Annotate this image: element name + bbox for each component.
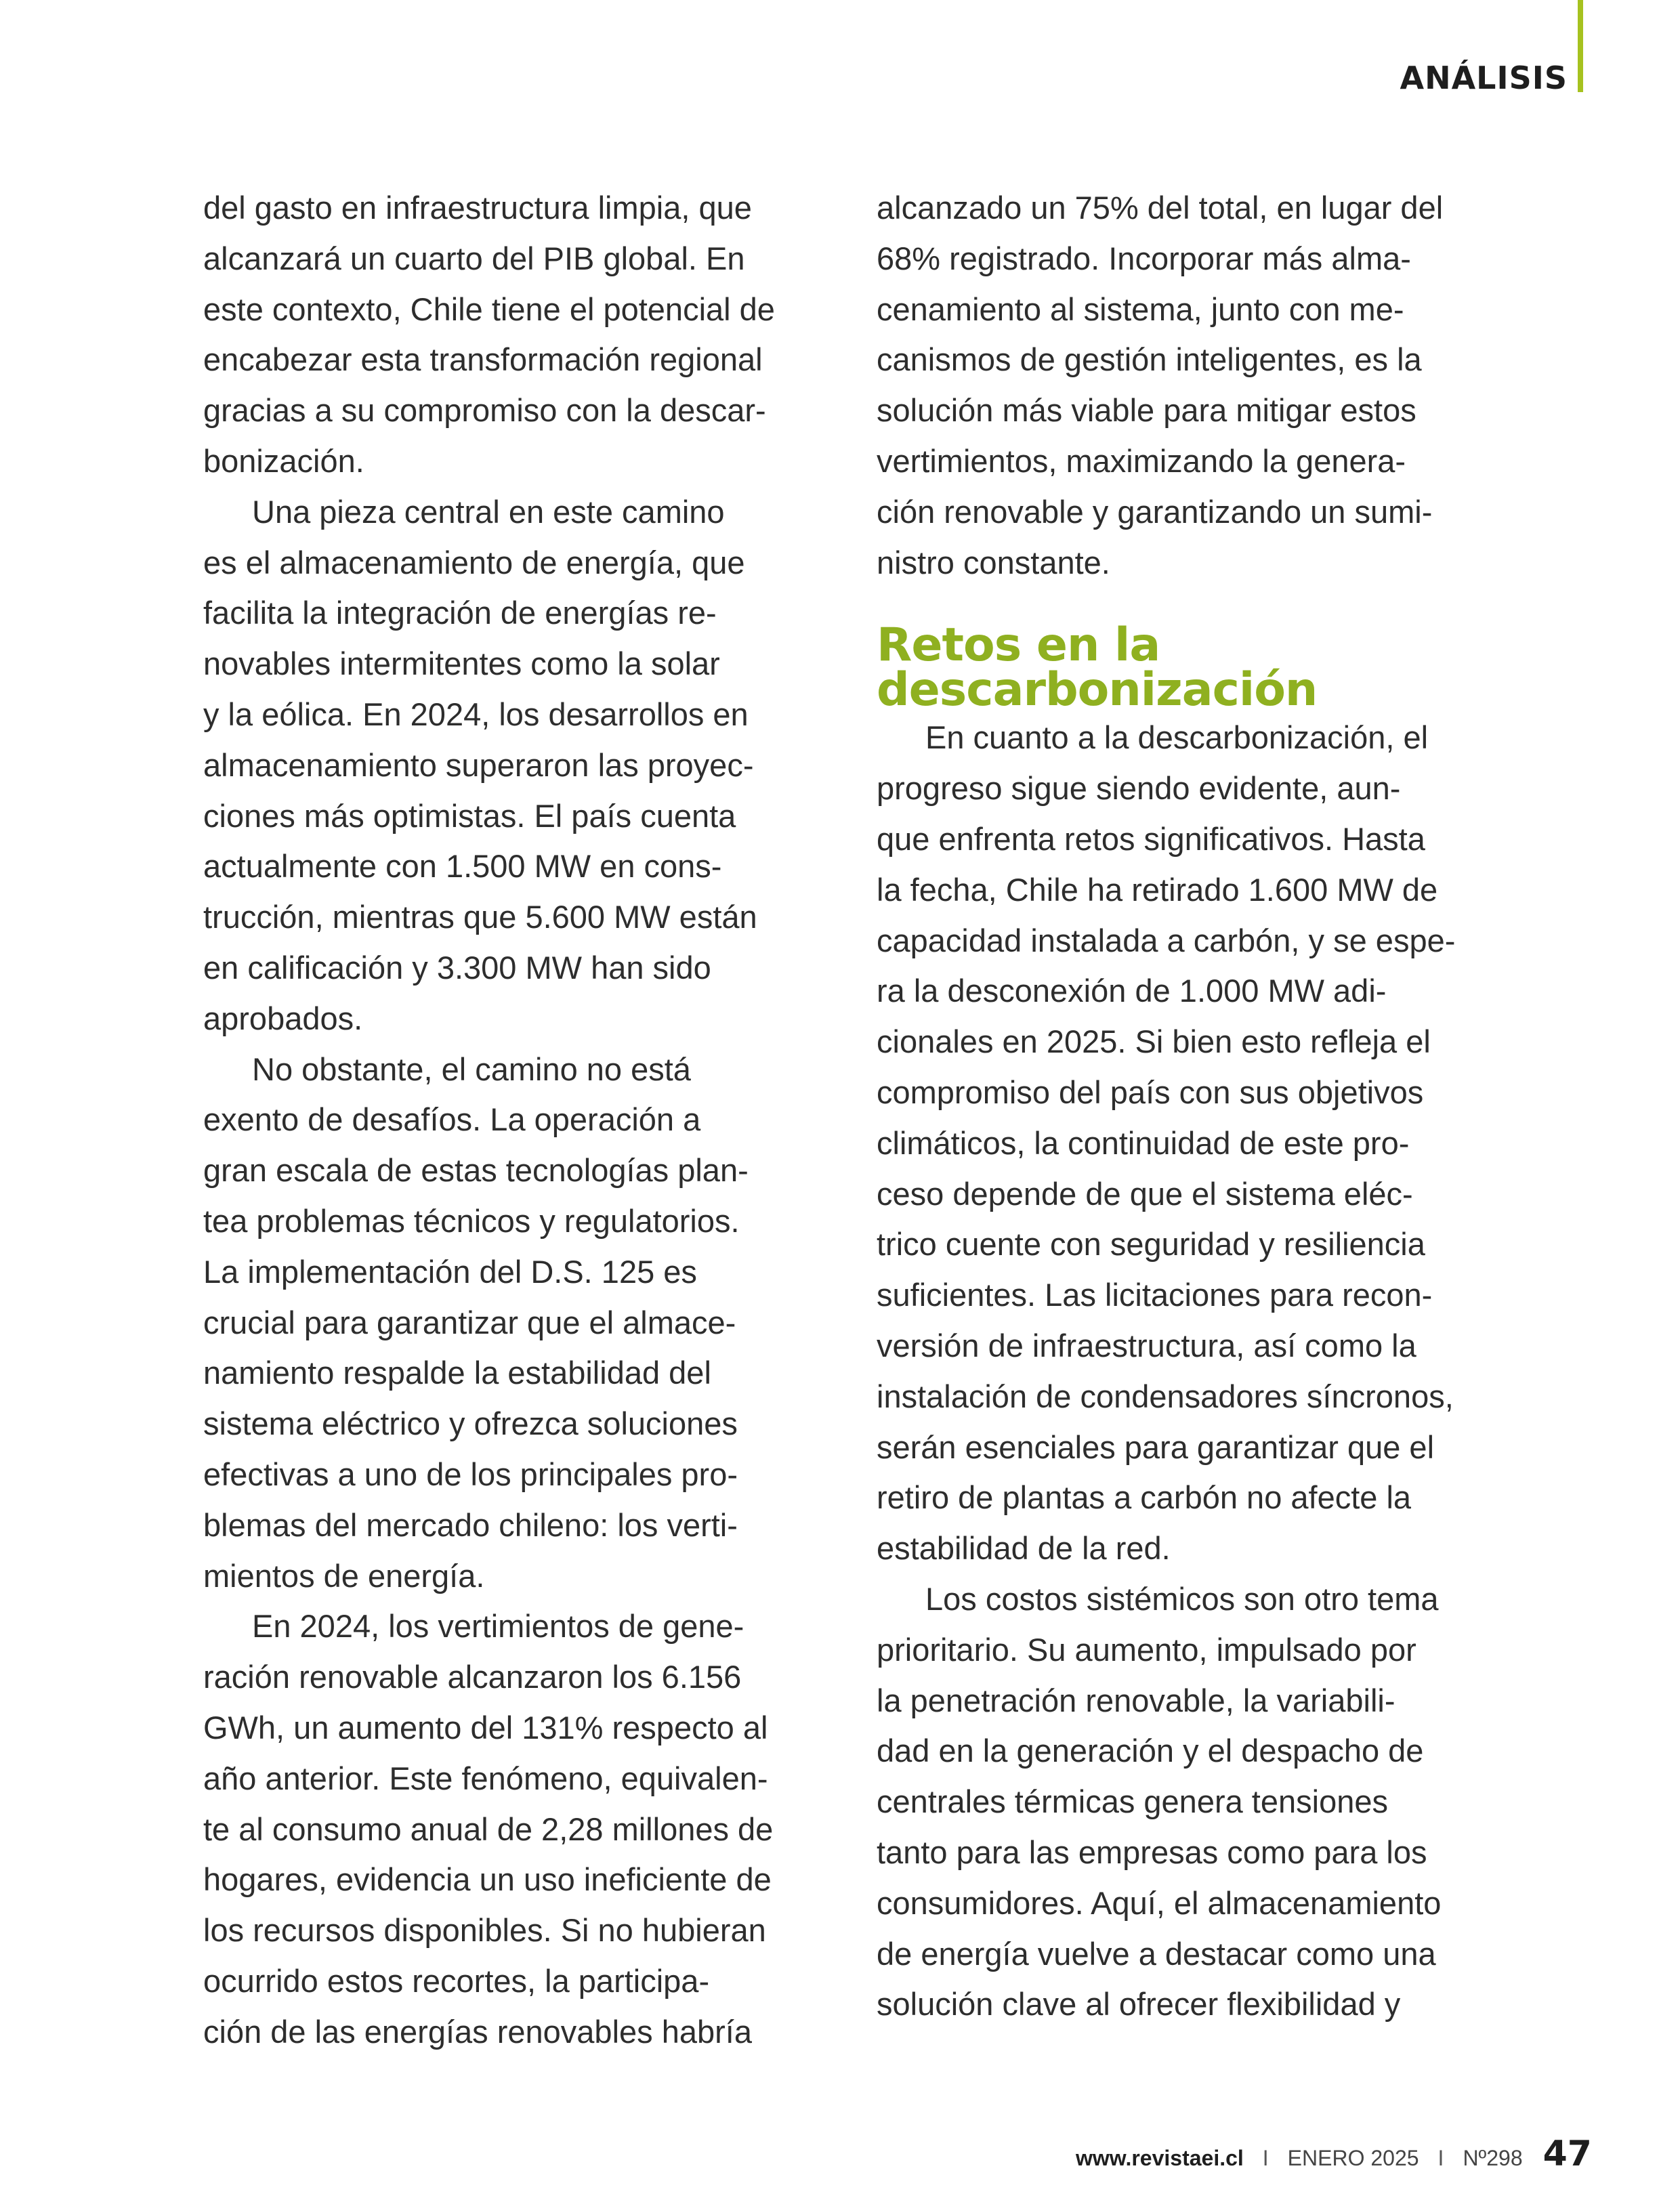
text-line: aprobados. bbox=[203, 1000, 363, 1036]
page-number: 47 bbox=[1542, 2134, 1592, 2174]
text-line: te al consumo anual de 2,28 millones de bbox=[203, 1811, 774, 1847]
text-line: bonización. bbox=[203, 442, 364, 479]
footer-separator: I bbox=[1262, 2146, 1269, 2170]
paragraph bbox=[203, 183, 840, 487]
text-line: mientos de energía. bbox=[203, 1557, 485, 1594]
footer-url[interactable]: www.revistaei.cl bbox=[1075, 2146, 1244, 2170]
text-line: instalación de condensadores síncronos, bbox=[877, 1378, 1454, 1414]
text-line: dad en la generación y el despacho de bbox=[877, 1733, 1424, 1769]
text-line: novables intermitentes como la solar bbox=[203, 646, 720, 682]
text-line: almacenamiento superaron las proyec- bbox=[203, 746, 754, 783]
text-line: ra la desconexión de 1.000 MW adi- bbox=[877, 973, 1387, 1009]
page-footer bbox=[1076, 2134, 1592, 2174]
text-line: canismos de gestión inteligentes, es la bbox=[877, 341, 1422, 378]
text-line: hogares, evidencia un uso ineficiente de bbox=[203, 1861, 772, 1898]
text-line: alcanzará un cuarto del PIB global. En bbox=[203, 240, 745, 276]
text-line: En cuanto a la descarbonización, el bbox=[925, 719, 1429, 756]
text-line: En 2024, los vertimientos de gene- bbox=[252, 1608, 744, 1645]
text-line: retiro de plantas a carbón no afecte la bbox=[877, 1479, 1412, 1516]
text-line: 68% registrado. Incorporar más alma- bbox=[877, 240, 1411, 276]
text-line: solución más viable para mitigar estos bbox=[877, 392, 1416, 429]
text-line: ceso depende de que el sistema eléc- bbox=[877, 1175, 1413, 1212]
text-line: la penetración renovable, la variabili- bbox=[877, 1682, 1395, 1718]
header-accent-bar bbox=[1578, 0, 1583, 92]
text-line: vertimientos, maximizando la genera- bbox=[877, 442, 1406, 479]
text-line: exento de desafíos. La operación a bbox=[203, 1101, 701, 1138]
text-line: solución clave al ofrecer flexibilidad y bbox=[877, 1986, 1401, 2023]
section-subheading bbox=[877, 618, 1513, 717]
paragraph bbox=[877, 1574, 1513, 2030]
text-line: los recursos disponibles. Si no hubieran bbox=[203, 1912, 766, 1949]
text-line: tea problemas técnicos y regulatorios. bbox=[203, 1202, 740, 1239]
text-line: Retos en la bbox=[877, 618, 1160, 673]
text-line: este contexto, Chile tiene el potencial de bbox=[203, 291, 775, 327]
text-line: sistema eléctrico y ofrezca soluciones bbox=[203, 1405, 738, 1442]
text-line: namiento respalde la estabilidad del bbox=[203, 1355, 711, 1391]
paragraph bbox=[877, 713, 1513, 1574]
text-line: ración renovable alcanzaron los 6.156 bbox=[203, 1659, 742, 1695]
text-line: en calificación y 3.300 MW han sido bbox=[203, 949, 711, 986]
paragraph bbox=[203, 1044, 840, 1602]
text-line: prioritario. Su aumento, impulsado por bbox=[877, 1631, 1416, 1668]
text-line: del gasto en infraestructura limpia, que bbox=[203, 190, 752, 226]
text-line: Una pieza central en este camino bbox=[252, 493, 725, 530]
text-line: gran escala de estas tecnologías plan- bbox=[203, 1152, 749, 1189]
text-line: suficientes. Las licitaciones para recon- bbox=[877, 1277, 1433, 1313]
text-line: año anterior. Este fenómeno, equivalen- bbox=[203, 1760, 768, 1796]
section-label: ANÁLISIS bbox=[1400, 60, 1568, 96]
text-line: es el almacenamiento de energía, que bbox=[203, 544, 745, 580]
text-line: climáticos, la continuidad de este pro- bbox=[877, 1124, 1410, 1161]
text-line: efectivas a uno de los principales pro- bbox=[203, 1456, 738, 1492]
footer-issue-date: ENERO 2025 bbox=[1287, 2146, 1419, 2170]
text-line: y la eólica. En 2024, los desarrollos en bbox=[203, 696, 749, 732]
text-line: versión de infraestructura, así como la bbox=[877, 1327, 1416, 1363]
text-line: ción de las energías renovables habría bbox=[203, 2013, 752, 2050]
footer-separator: I bbox=[1437, 2146, 1444, 2170]
text-line: trucción, mientras que 5.600 MW están bbox=[203, 899, 757, 935]
text-line: cionales en 2025. Si bien esto refleja el bbox=[877, 1023, 1431, 1060]
text-line: capacidad instalada a carbón, y se espe- bbox=[877, 922, 1456, 958]
paragraph bbox=[203, 487, 840, 1044]
text-line: cenamiento al sistema, junto con me- bbox=[877, 291, 1404, 327]
text-line: progreso sigue siendo evidente, aun- bbox=[877, 770, 1401, 807]
text-line: No obstante, el camino no está bbox=[252, 1051, 691, 1087]
paragraph bbox=[203, 1601, 840, 2057]
text-line: GWh, un aumento del 131% respecto al bbox=[203, 1709, 768, 1746]
text-line: facilita la integración de energías re- bbox=[203, 595, 717, 631]
text-line: trico cuente con seguridad y resiliencia bbox=[877, 1226, 1425, 1263]
text-line: centrales térmicas genera tensiones bbox=[877, 1783, 1389, 1820]
text-line: estabilidad de la red. bbox=[877, 1530, 1171, 1567]
text-line: encabezar esta transformación regional bbox=[203, 341, 763, 378]
text-line: La implementación del D.S. 125 es bbox=[203, 1253, 697, 1290]
text-line: Los costos sistémicos son otro tema bbox=[925, 1580, 1439, 1617]
text-line: de energía vuelve a destacar como una bbox=[877, 1935, 1436, 1972]
text-line: que enfrenta retos significativos. Hasta bbox=[877, 820, 1425, 857]
text-line: la fecha, Chile ha retirado 1.600 MW de bbox=[877, 871, 1438, 908]
text-line: gracias a su compromiso con la descar- bbox=[203, 392, 766, 429]
text-line: serán esenciales para garantizar que el bbox=[877, 1429, 1435, 1465]
text-line: compromiso del país con sus objetivos bbox=[877, 1074, 1424, 1110]
text-line: tanto para las empresas como para los bbox=[877, 1834, 1427, 1870]
text-line: ción renovable y garantizando un sumi- bbox=[877, 493, 1433, 530]
right-column bbox=[877, 183, 1513, 2030]
text-line: consumidores. Aquí, el almacenamiento bbox=[877, 1884, 1442, 1921]
text-line: actualmente con 1.500 MW en cons- bbox=[203, 848, 722, 885]
paragraph bbox=[877, 183, 1513, 588]
text-line: nistro constante. bbox=[877, 544, 1110, 580]
text-line: alcanzado un 75% del total, en lugar del bbox=[877, 190, 1444, 226]
text-line: crucial para garantizar que el almace- bbox=[203, 1304, 736, 1340]
left-column bbox=[203, 183, 840, 2057]
text-line: ocurrido estos recortes, la participa- bbox=[203, 1962, 710, 1999]
footer-issue-number: Nº298 bbox=[1463, 2146, 1523, 2170]
text-line: descarbonización bbox=[877, 663, 1318, 717]
text-line: ciones más optimistas. El país cuenta bbox=[203, 797, 736, 834]
text-line: blemas del mercado chileno: los verti- bbox=[203, 1506, 738, 1543]
